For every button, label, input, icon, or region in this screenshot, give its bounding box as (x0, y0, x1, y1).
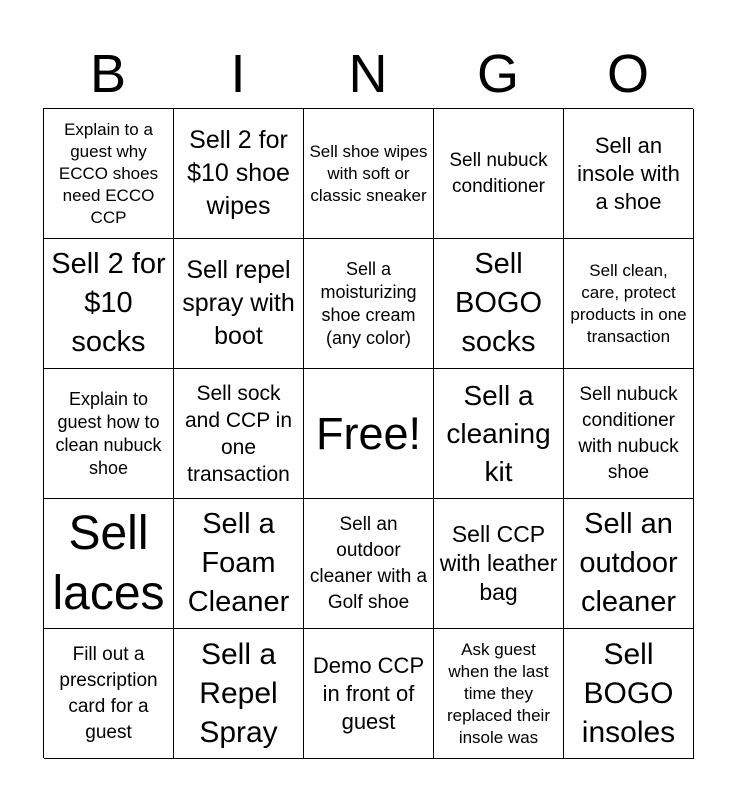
cell-text: Ask guest when the last time they replaced their insole was (446, 639, 550, 747)
bingo-header (43, 40, 693, 108)
bingo-cell[interactable] (44, 369, 174, 499)
bingo-cell[interactable] (304, 239, 434, 369)
bingo-cell[interactable] (564, 499, 694, 629)
cell-text: Sell a Repel Spray (199, 638, 278, 749)
cell-text: Sell clean, care, protect products in one transaction (570, 260, 687, 346)
cell-text: Sell an outdoor cleaner (579, 508, 678, 618)
cell-text: Sell BOGO insoles (581, 638, 676, 749)
cell-text: Fill out a prescription card for a guest (59, 643, 158, 743)
bingo-cell[interactable] (434, 109, 564, 239)
bingo-cell[interactable] (564, 239, 694, 369)
cell-text: Demo CCP in front of guest (312, 652, 425, 734)
bingo-board (43, 108, 693, 758)
free-space-text: Free! (315, 407, 422, 459)
header-letter-n: N (348, 44, 388, 104)
bingo-cell[interactable] (434, 499, 564, 629)
cell-text: Explain to a guest why ECCO shoes need ECCO CCP (58, 119, 159, 227)
cell-text: Sell CCP with leather bag (439, 521, 558, 605)
bingo-cell[interactable] (44, 109, 174, 239)
cell-text: Sell nubuck conditioner with nubuck shoe (578, 383, 679, 483)
cell-text: Sell nubuck conditioner (449, 149, 548, 197)
bingo-cell[interactable] (304, 109, 434, 239)
bingo-cell[interactable] (174, 629, 304, 759)
cell-text: Sell shoe wipes with soft or classic sneaker (309, 141, 428, 205)
bingo-cell[interactable] (434, 239, 564, 369)
cell-text: Sell an outdoor cleaner with a Golf shoe (309, 513, 428, 613)
bingo-cell[interactable] (564, 629, 694, 759)
cell-text: Sell 2 for $10 socks (51, 248, 166, 358)
cell-text: Explain to guest how to clean nubuck shoe (55, 388, 162, 478)
free-space[interactable] (304, 369, 434, 499)
bingo-cell[interactable] (174, 369, 304, 499)
cell-text: Sell a moisturizing shoe cream (any color) (320, 258, 417, 348)
bingo-cell[interactable] (434, 369, 564, 499)
bingo-cell[interactable] (304, 499, 434, 629)
cell-text: Sell sock and CCP in one transaction (184, 381, 292, 486)
bingo-cell[interactable] (564, 109, 694, 239)
cell-text: Sell repel spray with boot (182, 256, 295, 350)
header-letter-o: O (606, 44, 649, 104)
cell-text: Sell laces (52, 506, 165, 620)
cell-text: Sell 2 for $10 shoe wipes (187, 126, 290, 220)
bingo-cell[interactable] (564, 369, 694, 499)
header-letter-g: G (476, 44, 519, 104)
cell-text: Sell a cleaning kit (446, 379, 551, 487)
bingo-cell[interactable] (174, 499, 304, 629)
bingo-cell[interactable] (434, 629, 564, 759)
cell-text: Sell BOGO socks (454, 248, 542, 358)
bingo-cell[interactable] (174, 109, 304, 239)
cell-text: Sell an insole with a shoe (577, 132, 680, 214)
bingo-cell[interactable] (44, 629, 174, 759)
bingo-cell[interactable] (304, 629, 434, 759)
bingo-cell[interactable] (44, 499, 174, 629)
cell-text: Sell a Foam Cleaner (187, 508, 290, 618)
bingo-cell[interactable] (44, 239, 174, 369)
bingo-cell[interactable] (174, 239, 304, 369)
header-letter-b: B (89, 44, 127, 104)
header-letter-i: I (230, 44, 246, 104)
